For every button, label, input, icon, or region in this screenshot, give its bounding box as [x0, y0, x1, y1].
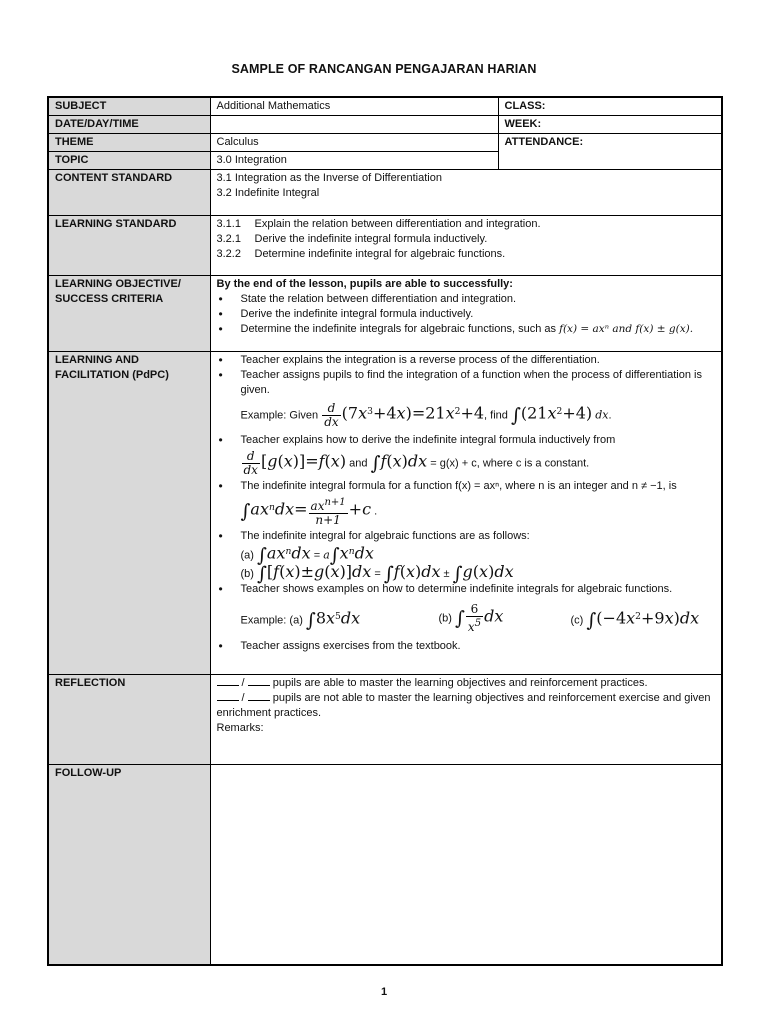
pdpc-item: • Teacher explains the integration is a reverse process of the differentiation. — [217, 353, 717, 368]
row-learning-standard — [48, 216, 722, 276]
reflection-label: REFLECTION — [48, 675, 210, 765]
pdpc-value — [210, 352, 722, 675]
learning-objective-label: LEARNING OBJECTIVE/ SUCCESS CRITERIA — [48, 276, 210, 352]
topic-label: TOPIC — [48, 152, 210, 170]
follow-up-value — [210, 765, 722, 965]
subject-value: Additional Mathematics — [210, 97, 498, 116]
week-label: WEEK: — [498, 116, 722, 134]
learning-standard-label: LEARNING STANDARD — [48, 216, 210, 276]
row-pdpc — [48, 352, 722, 675]
objective-intro: By the end of the lesson, pupils are able to successfully: — [216, 278, 513, 290]
topic-value: 3.0 Integration — [210, 152, 498, 170]
attendance-label: ATTENDANCE: — [498, 134, 722, 170]
row-date — [48, 116, 722, 134]
content-standard-value — [210, 170, 722, 216]
content-standard-item: 3.1 Integration as the Inverse of Differentiation — [216, 172, 442, 184]
pdpc-item: • The indefinite integral for algebraic functions are as follows: (a) $\int ax^ndx = a\int x^ndx$ (b) ∫[f(x)±g(x)]dx = ∫f(x)dx ± ∫g(x)dx — [217, 529, 717, 582]
objective-item: • Derive the indefinite integral formula inductively. — [217, 307, 717, 322]
pdpc-item: • Teacher explains how to derive the indefinite integral formula inductively from $\frac{d}{dx}$ [g(x)]=f(x) and ∫f(x)dx = g(x) + c, where c is a constant. — [217, 433, 717, 477]
rule-a: (a) $\int ax^ndx = a\int x^ndx$ — [240, 543, 374, 567]
row-subject — [48, 97, 722, 116]
row-theme — [48, 134, 722, 152]
theme-label: THEME — [48, 134, 210, 152]
pdpc-item: • Teacher assigns pupils to find the integration of a function when the process of differentiation is given. Example: Given $\frac{d}{dx}$ $(7x^3+4x)=21x^2+4$, find $\int(21x^2+4)$ dx. — [217, 368, 717, 429]
row-content-standard — [48, 170, 722, 216]
class-label: CLASS: — [498, 97, 722, 116]
row-reflection — [48, 675, 722, 765]
objective-item: • Determine the indefinite integrals for algebraic functions, such as f(x) = axⁿ and f(x) ± g(x). — [217, 322, 717, 337]
remarks-label: Remarks: — [216, 722, 264, 734]
learning-standard-value — [210, 216, 722, 276]
lesson-plan-table — [47, 96, 723, 966]
pdpc-item: • Teacher shows examples on how to determine indefinite integrals for algebraic functions. Example: (a) $\int 8x^5dx$ (b) ∫ $\frac{6}{x^5}$ dx (c) $\int(-4x^2+9x)dx$ — [217, 582, 717, 635]
learning-standard-item: 3.2.2 Determine indefinite integral for algebraic functions. — [216, 248, 506, 260]
row-follow-up — [48, 765, 722, 965]
pdpc-item: • The indefinite integral formula for a function f(x) = axⁿ, where n is an integer and n ≠ −1, is $\int ax^ndx=$ $\frac{ax^{n+1}}{n+1}$ +c . — [217, 479, 717, 527]
date-value — [210, 116, 498, 134]
content-standard-label: CONTENT STANDARD — [48, 170, 210, 216]
power-rule-formula: $\int ax^ndx=$ $\frac{ax^{n+1}}{n+1}$ +c . — [240, 497, 378, 527]
reflection-value: / pupils are able to master the learning objectives and reinforcement practices. / pupils are not able to master the learning objectives and reinforcement exercise and given enrichment practices. Remarks: — [210, 675, 722, 765]
rule-b: (b) ∫[f(x)±g(x)]dx = ∫f(x)dx ± ∫g(x)dx — [240, 561, 514, 585]
learning-objective-value — [210, 276, 722, 352]
example-1: Example: Given $\frac{d}{dx}$ $(7x^3+4x)=21x^2+4$, find $\int(21x^2+4)$ dx. — [240, 401, 612, 429]
content-standard-item: 3.2 Indefinite Integral — [216, 187, 320, 199]
date-label: DATE/DAY/TIME — [48, 116, 210, 134]
pdpc-item: • Teacher assigns exercises from the textbook. — [217, 639, 717, 654]
derivation-formula: $\frac{d}{dx}$ [g(x)]=f(x) and ∫f(x)dx = g(x) + c, where c is a constant. — [243, 449, 590, 477]
row-learning-objective — [48, 276, 722, 352]
page-title: SAMPLE OF RANCANGAN PENGAJARAN HARIAN — [231, 62, 537, 76]
follow-up-label: FOLLOW-UP — [48, 765, 210, 965]
learning-standard-item: 3.2.1 Derive the indefinite integral formula inductively. — [216, 233, 488, 245]
pdpc-label: LEARNING AND FACILITATION (PdPC) — [48, 352, 210, 675]
example-2: Example: (a) $\int 8x^5dx$ (b) ∫ $\frac{6}{x^5}$ dx (c) $\int(-4x^2+9x)dx$ — [240, 601, 700, 634]
page-number: 1 — [380, 986, 388, 998]
theme-value: Calculus — [210, 134, 498, 152]
learning-standard-item: 3.1.1 Explain the relation between differentiation and integration. — [216, 218, 541, 230]
subject-label: SUBJECT — [48, 97, 210, 116]
objective-item: • State the relation between differentiation and integration. — [217, 292, 717, 307]
